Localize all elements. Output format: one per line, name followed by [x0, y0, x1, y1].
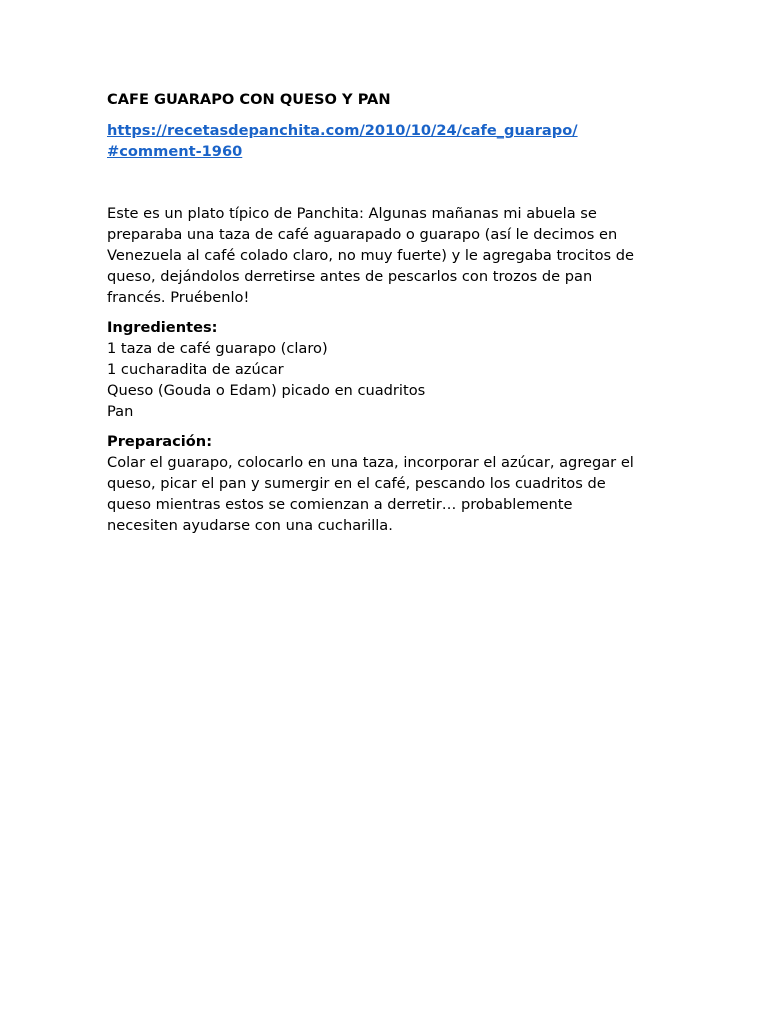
intro-line: preparaba una taza de café aguarapado o guarapo (así le decimos en [107, 226, 618, 244]
preparation-heading: Preparación: [107, 433, 213, 451]
preparation-line: queso mientras estos se comienzan a derretir… probablemente [107, 495, 573, 513]
document-title: CAFE GUARAPO CON QUESO Y PAN [107, 91, 391, 108]
preparation-line: Colar el guarapo, colocarlo en una taza, incorporar el azúcar, agregar el [107, 454, 634, 472]
preparation-line: necesiten ayudarse con una cucharilla. [107, 516, 393, 534]
preparation-section [107, 432, 667, 536]
ingredients-heading: Ingredientes: [107, 319, 218, 337]
recipe-source-link[interactable] [107, 121, 607, 163]
intro-line: queso, dejándolos derretirse antes de pescarlos con trozos de pan [107, 267, 593, 285]
intro-line: francés. Pruébenlo! [107, 288, 250, 306]
ingredient-item: 1 cucharadita de azúcar [107, 360, 284, 378]
ingredients-section [107, 318, 667, 422]
ingredient-item: 1 taza de café guarapo (claro) [107, 340, 328, 358]
document-content [107, 90, 667, 536]
link-line-2[interactable]: #comment-1960 [107, 142, 243, 160]
intro-paragraph [107, 204, 667, 308]
ingredient-item: Queso (Gouda o Edam) picado en cuadritos [107, 381, 426, 399]
ingredient-item: Pan [107, 402, 134, 420]
link-line-1[interactable]: https://recetasdepanchita.com/2010/10/24/cafe_guarapo/ [107, 121, 578, 139]
intro-line: Venezuela al café colado claro, no muy fuerte) y le agregaba trocitos de [107, 246, 634, 264]
preparation-line: queso, picar el pan y sumergir en el café, pescando los cuadritos de [107, 474, 606, 492]
intro-line: Este es un plato típico de Panchita: Algunas mañanas mi abuela se [107, 205, 597, 223]
